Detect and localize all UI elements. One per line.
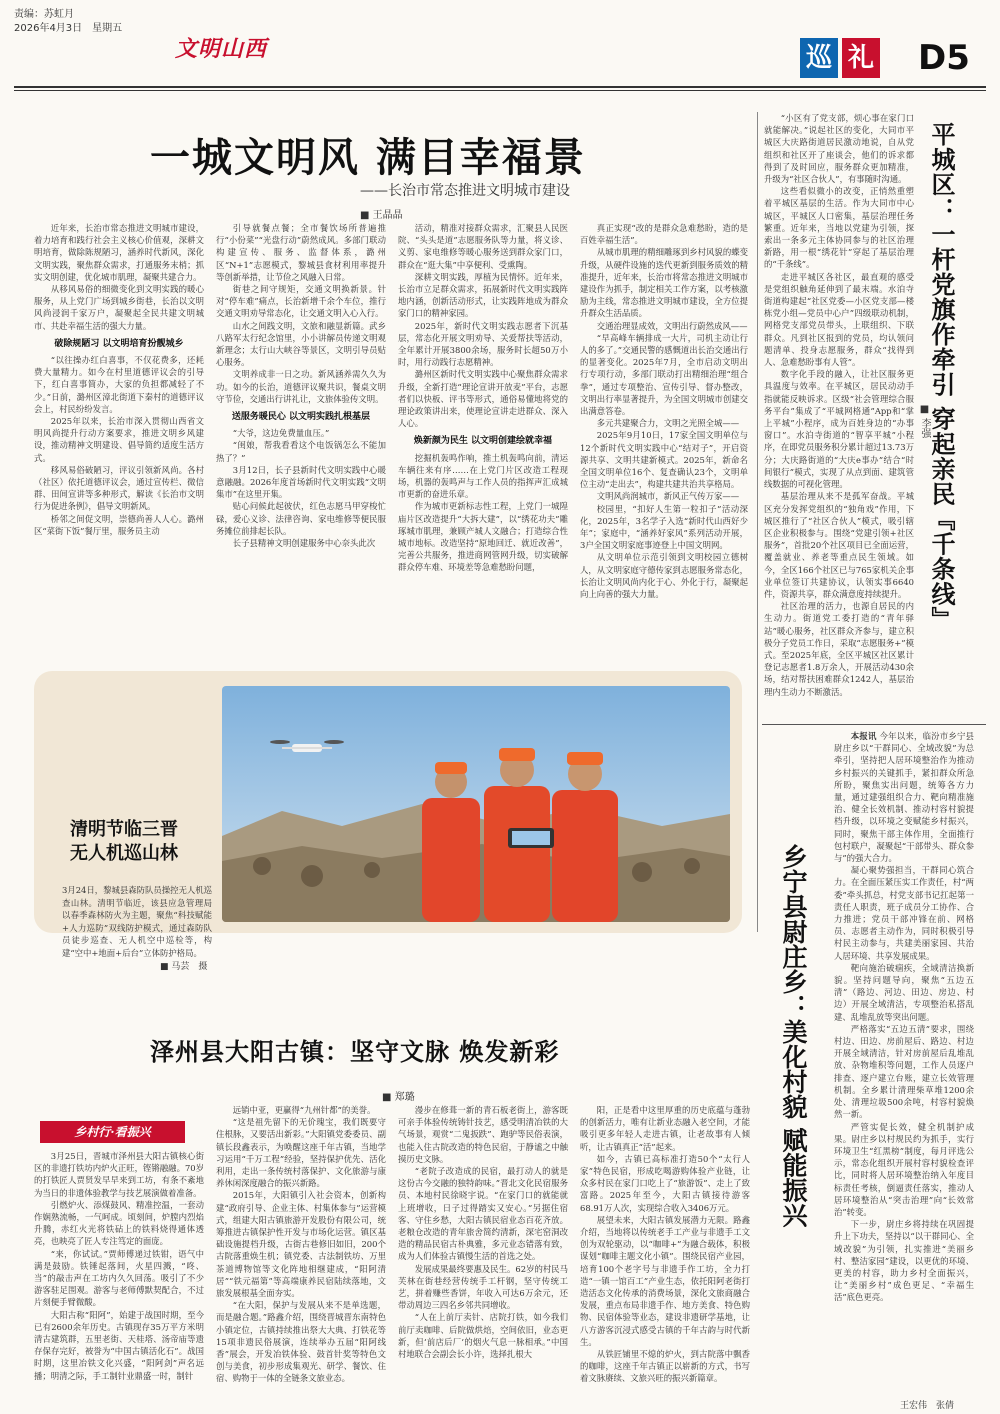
paragraph: “老院子改造成的民宿，最打动人的就是这份古今交融的独特韵味。”晋北文化民宿服务员、本地村民徐晓宇说。“在家门口的就能就上班增收，日子过得踏实又安心。”另据住宿客、守住乡愁，大阳古镇民宿业态百花齐放。老粮仓改造的青年旅舍简约清新，深宅窑洞改造的精品民宿古朴典雅，多元业态错落有致，成为人们体验古镇慢生活的首选之处。 bbox=[398, 1166, 568, 1262]
paragraph: 2025年以来，长治市深入贯彻山西省文明风尚提升行动方案要求，推进文明乡风建设，推动精神文明建设、倡导简约适度生活方式。 bbox=[34, 416, 204, 463]
paragraph: 凝心聚势强担当，干群同心筑合力。在全面压紧压实工作责任，村“两委”牵头抓总，村党支部书记扛起第一责任人职责，班子成员分工协作、合力推进；党员干部冲锋在前、网格员、志愿者主动作为，同时积极引导村民主动参与，共建美丽家园、共治人居环境、共享发展成果。 bbox=[834, 865, 974, 961]
paragraph: 活动，精准对接群众需求，汇聚县人民医院、“头头是道”志愿服务队等力量，将义诊、义剪、家电维修等暖心服务送到群众家门口，群众在“逛大集”中享便利、受熏陶。 bbox=[398, 223, 568, 270]
paragraph: “来，你试试。”贾师傅递过铁钳，语气中满是鼓励。铁锤起落间，火星四溅，“咚、当”的敲击声在工坊内久久回荡。吸引了不少游客驻足围观。游客与老师傅默契配合，不过片刻便手臂微酸。 bbox=[34, 1248, 204, 1308]
right-feature-byline: ■ 李强 bbox=[919, 404, 930, 439]
photo-credit: ■ 马芸 摄 bbox=[160, 962, 208, 972]
paragraph: 文明风尚润城市，新风正气传万家—— bbox=[596, 491, 740, 502]
right-feature2-credit: 王宏伟 张倩 bbox=[900, 1401, 955, 1411]
paragraph: 山水之间践文明，文旅和融显新篇。武乡八路军太行纪念馆里，小小讲解员传递文明观新理念；太行山大峡谷等景区，文明引导员贴心服务。 bbox=[216, 320, 386, 368]
paragraph: “这是祖先留下的无价瑰宝，我们既要守住根脉，又要活出新彩。”大阳镇党委委员、副镇长段鑫表示，为唤醒这座千年古镇，当地学习运用“千万工程”经验，坚持保护优先、活化利用，走出一条传统村落保护、文化旅游与康养休闲深度融合的振兴新路。 bbox=[216, 1117, 386, 1189]
right-feature2-body bbox=[834, 730, 974, 1394]
paragraph: 2025年，新时代文明实践志愿者下沉基层，常态化开展文明劝导、关爱帮扶等活动，全年累计开展3800余场，服务时长超50万小时，用行动践行志愿精神。 bbox=[398, 320, 568, 368]
date-line: 2026年4月3日 星期五 bbox=[14, 23, 123, 34]
photo-drone-patrol bbox=[222, 686, 730, 922]
paragraph: 走进平城区各社区，最直观的感受是党组织触角延伸到了最末端。水泊寺街道构建起“社区党委—小区党支部—楼栋党小组—党员中心户”四级联动机制，网格党支部党员带头，上联组织、下联群众。凡到社区报到的党员，均认领问题清单、投身志愿服务，群众“找得到人、急难愁盼事有人管”。 bbox=[764, 271, 914, 368]
paragraph: 多元共建聚合力，文明之光照全城—— bbox=[596, 418, 740, 429]
paragraph: 2015年，大阳镇引入社会资本，创新构建“政府引导、企业主体、村集体参与”运营模式，组建大阳古镇旅游开发股份有限公司，统筹推进古镇保护性开发与市场化运营。镇区基础设施提档升级，古街古巷修旧如旧，200个古院落重焕生机；镇党委、古法制铁坊、万里茶道博物馆等文化阵地相继建成，“阳阿清居”“铁元福第”等高端康养民宿陆续落地，文旅发展根基全面夯实。 bbox=[216, 1190, 386, 1299]
photo-illustration bbox=[222, 686, 730, 922]
main-article-subtitle: ——长治市常态推进文明城市建设 bbox=[360, 183, 570, 199]
caption-title-line: 清明节临三晋 bbox=[70, 819, 178, 840]
section-heading: 破除规陋习 以文明培育扮靓城乡 bbox=[54, 338, 184, 349]
paragraph: 作为城市更新标志性工程，上党门一城隍庙片区改造提升“大拆大建”，以“绣花功夫”雕琢城市肌理，兼顾产城人文融合；打造综合性城市地标。改造坚持“原地回迁、就近改善”，完善公共服务，推进商网管网升级，切实破解群众停车难、环境差等急难愁盼问题， bbox=[398, 501, 568, 573]
paragraph: 阳，正是看中这里厚重的历史底蕴与蓬勃的创新活力，唯有让新业态融入老空间，才能吸引更多年轻人走进古镇，让老故事有人倾听，让古镇真正“活”起来。 bbox=[580, 1105, 750, 1152]
paragraph: 发展成果最终要惠及民生。62岁的村民马芙林在街巷经营传统手工杆钢，坚守传统工艺，拼着赚些香饼，年收入可达6万余元，还带动周边三四名乡邻共同增收。 bbox=[398, 1263, 568, 1311]
paragraph: “在大阳，保护与发展从来不是单选题，而是融合题。”路鑫介绍，围绕晋城晋东南特色小镇定位，古镇持续推出祭大大典、打铁花等15项非遗民俗展演，连续举办五届“阳阿线香”展会，开发冶铁体验、鼓首针奖等特色文创与美食，初步形成集观光、研学、餐饮、住宿、购物于一体的全链条文旅业态。 bbox=[216, 1300, 386, 1384]
paragraph: 真正实现“改的是群众急难愁盼，造的是百姓幸福生活”。 bbox=[580, 223, 748, 246]
bottom-article-col-2 bbox=[216, 1104, 386, 1402]
paragraph: 大阳古称“阳阿”，始建于战国时期，至今已有2600余年历史。古镇现存35万平方米明清古建筑群，五里老街、天桂塔、汤帝庙等遗存保存完好，被誉为“中国古镇活化石”。战国时期，这里冶铁文化兴盛，“阳阿剑”声名远播；明清之际，手工制针业鼎盛一时，制针 bbox=[34, 1309, 204, 1381]
page-number: D5 bbox=[918, 38, 970, 78]
bottom-article-col-1 bbox=[34, 1150, 204, 1402]
paragraph: 从文明单位示范引领到文明校园立德树人，从文明家庭守德传家到志愿服务常态化，长治让文明风尚内化于心、外化于行，凝聚起向上向善的强大力量。 bbox=[580, 552, 748, 600]
paragraph: 深耕文明实践，厚植为民情怀。近年来，长治市立足群众需求，拓展新时代文明实践阵地内涵，创新活动形式，让实践阵地成为群众家门口的精神家园。 bbox=[398, 271, 568, 319]
column-divider bbox=[757, 112, 758, 932]
paragraph: “闺娘，帮我看看这个电饭锅怎么不能加热了？” bbox=[216, 440, 386, 463]
paragraph: 潞州区新时代文明实践中心聚焦群众需求升级，全新打造“理论宣讲开放麦”平台，志愿者们以快板、评书等形式，通俗易懂地将党的理论政策讲出来，使理论宣讲走进群众、深入人心。 bbox=[398, 369, 568, 429]
right-feature-body bbox=[764, 112, 914, 722]
column-tag: 乡村行·看振兴 bbox=[40, 1121, 185, 1143]
paragraph: 严格落实“五边五清”要求，围绕村边、田边、房前屋后、路边、村边开展全域清洁，针对房前屋后乱堆乱放、杂物堆积等问题，工作人员逐户排查、逐户建立台账，建立长效管理机制。全乡累计清理柴草堆1200余处、清理垃圾500余吨，村容村貌焕然一新。 bbox=[834, 1023, 974, 1120]
paragraph: 从城市肌理的精细雕琢到乡村风貌的蝶变升级，从硬件设施的迭代更新到服务质效的精准提升，近年来，长治市将常态推进文明城市建设作为抓手，制定相关工作方案，以考核激励为主线，常态推进文明城市建设，全方位提升群众生活品质。 bbox=[580, 247, 748, 319]
paragraph: 引导就餐点餐；全市餐饮场所普遍推行“小份菜”“光盘行动”蔚然成风。多部门联动构建宣传、服务、监督体系，潞州区“N+1”志愿模式，黎城县食材利用率提升等创新举措，让节俭之风融入日常。 bbox=[216, 223, 386, 282]
paragraph: 远销中亚，更赢得“九州针都”的美誉。 bbox=[232, 1105, 376, 1115]
paragraph: 如今，古镇已高标准打造50个“太行人家”特色民宿，形成吃喝游购体验产业链，让众多村民在家门口吃上了“旅游饭”、走上了致富路。2025年至今，大阳古镇接待游客68.91万人次，实现综合收入3406万元。 bbox=[580, 1153, 750, 1213]
paragraph: “以往操办红白喜事，不仅花费多，还耗费大量精力。如今在村里道德评议会的引导下，红白喜事简办，大家的负担都减轻了不少。”日前，潞州区漳北街道下秦村的道德评议会上，村民纷纷发言。 bbox=[34, 355, 204, 414]
paragraph: 展望未来，大阳古镇发展潜力无限。路鑫介绍，当地将以传统老手工产业与非遗手工文创为双轮驱动，以“咖啡+”为融合载体，积极谋划“咖啡主题文化小镇”。围绕民宿产业园，培育100个老字号与非遗手作工坊，全力打造“一镇一馆百工”产业生态，依托阳阿老街打造活态文化传承的消费场景，深化文旅商融合发展，重点布局非遗手作、地方美食、特色购物、民宿体验等业态，建设非遗研学基地，让八方游客沉浸式感受古镇的千年古韵与时代新生。 bbox=[580, 1214, 750, 1347]
editor-line: 责编：苏虹月 bbox=[14, 9, 74, 20]
paragraph: 交通治理显成效，文明出行蔚然成风—— bbox=[596, 320, 748, 331]
right-feature2-title: 乡宁县尉庄乡：美化村貌 赋能振兴 bbox=[779, 844, 808, 1228]
paragraph: 从移风易俗的细微变化到文明实践的暖心服务，从上党门广场到城乡街巷，长治以文明风尚浸润千家万户，凝聚起全民共建文明城市、共赴幸福生活的强大力量。 bbox=[34, 284, 204, 331]
masthead-meta bbox=[14, 8, 122, 36]
paragraph: 靶向施治破痼疾，全域清洁换新貌。坚持问题导向，聚焦“五边五清”（路边、河边、田边、房边、村边）开展全域清洁，专项整治私搭乱建、乱堆乱放等突出问题。 bbox=[834, 962, 974, 1022]
paragraph: 数字化手段的融入，让社区服务更具温度与效率。在平城区，居民动动手指就能反映诉求。区级“社会管理综合服务平台”集成了“平城网格通”App和“掌上平城”小程序，成为百姓身边的“办事窗口”。水泊寺街道的“智享平城”小程序，在即党员服务积分累计超过13.73万分；大庆路街道的“大庆e事办”结合“时间银行”模式，实现了从点到面、建筑管线数据的可视化管理。 bbox=[764, 369, 914, 490]
main-article-title: 一城文明风 满目幸福景 bbox=[150, 134, 586, 181]
paragraph: 挖掘机轰鸣作响，推土机轰鸣向前，清运车辆往来有序……在上党门片区改造工程现场，机器的轰鸣声与工作人员的指挥声汇成城市更新的奋进乐章。 bbox=[398, 452, 568, 500]
caption-title-line: 无人机巡山林 bbox=[70, 843, 178, 864]
paragraph: “小区有了党支部，烦心事在家门口就能解决。”说起社区的变化，大同市平城区大庆路街道居民激动地说，自从党组织和社区开了座谈会，他们的诉求都得到了及时回应，服务群众更加精准，升级为“社区合伙人”，有事随时沟通。 bbox=[764, 113, 914, 185]
header-rule bbox=[14, 86, 986, 88]
main-article-byline: ■ 王晶晶 bbox=[360, 210, 403, 221]
paragraph: 桥邻之间促文明，崇德尚善人人心。潞州区“菜街下饭”餐厅里，服务员主动 bbox=[34, 513, 204, 536]
paragraph: 移风易俗破陋习，评议引领新风尚。各村（社区）依托道德评议会，通过宣传栏、微信群、田间宣讲等多种形式，解读《长治市文明行为促进条例》，倡导文明新风。 bbox=[34, 464, 204, 512]
paragraph: 引燃炉火、添煤鼓风、精准控温，一套动作娴熟流畅，一气呵成。顷刻间，炉膛内烈焰升腾，赤红火光将铁砧上的铁料烧得通体透亮，也映亮了匠人专注笃定的面庞。 bbox=[34, 1199, 204, 1247]
bottom-article-col-3 bbox=[398, 1104, 568, 1402]
paragraph: 2025年9月10日，17家全国文明单位与12个新时代文明实践中心“结对子”，开启资源共享、文明共建新模式。2025年，新命名全国文明单位16个、复查确认23个，文明单位主动“走出去”，构建共建共治共享格局。 bbox=[580, 430, 748, 490]
right-feature-title: 平城区：一杆党旗作牵引 穿起亲民『千条线』 bbox=[927, 122, 956, 632]
main-article-col-4 bbox=[580, 222, 748, 666]
main-article-col-3 bbox=[398, 222, 568, 666]
photo-caption-title bbox=[70, 818, 178, 866]
paragraph bbox=[834, 730, 974, 864]
paragraph: 社区治理的活力，也源自居民的内生动力。街道党工委打造的“青年驿站”暖心服务，社区群众齐参与，建立积极分子党员工作日，采取“志愿服务+”模式。至2025年底，全区平城区社区累计登记志愿者1.8万余人，开展活动430余场，结对帮扶困难群众1242人，基层治理内生动力不断激活。 bbox=[764, 601, 914, 697]
bottom-article-title: 泽州县大阳古镇：坚守文脉 焕发新彩 bbox=[150, 1037, 560, 1066]
paragraph: 3月25日，晋城市泽州县大阳古镇核心街区的非遗打铁坊内炉火正旺，铿锵融融。70岁的打铁匠人贾贤发早早来到工坊，有条不紊地为当日的非遗体验教学与技艺展演做着准备。 bbox=[34, 1151, 204, 1198]
paragraph: 这些看似微小的改变，正悄然重塑着平城区基层的生活。作为大同市中心城区，平城区人口密集，基层治理任务繁重。近年来，当地以党建为引领，探索出一条多元主体协同参与的社区治理新路，用一根“绣花针”穿起了基层治理的“千条线”。 bbox=[764, 186, 914, 270]
paragraph: 从铁匠铺里不熄的炉火，到古院落中飘香的咖啡，这座千年古镇正以崭新的方式，书写着文脉赓续、文旅兴旺的振兴新篇章。 bbox=[580, 1349, 750, 1384]
paragraph: 3月12日，长子县新时代文明实践中心暖意融融。2026年度首场新时代文明实践“文明集市”在这里开集。 bbox=[216, 464, 386, 500]
ranger-figures bbox=[422, 748, 618, 922]
section-heading: 焕新颜为民生 以文明创建绘就幸福 bbox=[413, 436, 553, 447]
bottom-article-byline: ■ 郑璐 bbox=[382, 1092, 415, 1103]
paragraph: 基层治理从来不是孤军奋战。平城区充分发挥党组织的“独角戏”作用，下城区推行了“社区合伙人”模式，吸引辖区企业积极参与。围绕“党建引领+社区服务”，首批20个社区项目已全面运营，覆盖就业、养老等重点民生领域。如今，全区166个社区已与765家机关企事业单位签订共建协议，认领实事6640件，资源共享，群众满意度持续提升。 bbox=[764, 491, 914, 599]
paragraph: 长子县精神文明创建服务中心奈头此次 bbox=[232, 538, 376, 549]
section-logo: 文明山西 bbox=[175, 36, 268, 62]
paragraph: 贴心问候此起彼伏，红色志愿马甲穿梭忙碌，爱心义诊、法律咨询、家电维修等便民服务摊位前排起长队。 bbox=[216, 501, 386, 536]
paragraph: “大爷，这边免费量血压。” bbox=[232, 428, 330, 439]
paragraph: 漫步在修葺一新的青石板老街上，游客既可亲手体验传统铸针技艺，感受明清冶铁的大气场景，观赏“二鬼扳跌”、跑驴等民俗表演，也能入住古院改造的特色民宿，于静谧之中触摸历史文脉。 bbox=[398, 1105, 568, 1164]
header-rule-thin bbox=[14, 90, 986, 91]
paragraph: 街巷之间守规矩，交通文明换新景。针对“停车难”痛点，长治新增千余个车位，推行交通文明劝导常态化，让交通文明入心入行。 bbox=[216, 284, 386, 319]
section-char-1: 巡 bbox=[800, 38, 838, 78]
main-article-col-2 bbox=[216, 222, 386, 666]
paragraph: 校园里，“扣好人生第一粒扣子”活动深化，2025年，3名学子入选“新时代山西好少年”；家庭中，“涵养好家风”系列活动开展，3户全国文明家庭事迹登上中国文明网。 bbox=[580, 503, 748, 551]
paragraph: 文明养成非一日之功。新风涵养需久久为功。如今的长治，道德评议聚共识，餐桌文明守节俭，交通出行讲礼让，文旅体验传文明。 bbox=[216, 369, 386, 404]
paragraph: “早高峰车辆排成一大片，司机主动让行人的多了。”交通民警的感慨道出长治交通出行的显著变化。2025年7月，全市启动文明出行专项行动，多部门联动打出精细治理“组合拳”，通过专项整治、宣传引导、督办整改，文明出行率显著提升，为全国文明城市创建交出满意答卷。 bbox=[580, 332, 748, 417]
main-article-col-1 bbox=[34, 222, 204, 666]
right-column-divider bbox=[762, 724, 986, 725]
paragraph: “人在上前厅卖针、店院打铁，如今我们前厅卖咖啡、后院做烘焙，空间依旧，业态更新，但‘前店后厂’的烟火气息一脉相承。”中国村地联合会副会长小许，选择扎根大 bbox=[398, 1312, 568, 1360]
photo-caption: 3月24日，黎城县森防队员操控无人机巡查山林。清明节临近，该县应急管理局以春季森林防火为主题，聚焦“科技赋能+人力巡防”双线防护模式，通过森防队员徒步巡查、无人机空中巡检等，构建“空中+地面+后台”立体防护格局。 bbox=[62, 885, 212, 958]
paragraph-text: 今年以来，临汾市乡宁县尉庄乡以“干群同心、全域改貌”为总牵引，坚持把人居环境整治作为推动乡村振兴的关键抓手，紧扣群众所急所盼，聚焦实出问题，统筹各方力量，通过建强组织合力、靶向精准施治、健全长效机制、推动村容村貌提档升级，以环境之变赋能乡村振兴，同时，聚焦干部主体作用，全面推行包村联户，凝聚起“干部带头、群众参与”的强大合力。 bbox=[834, 731, 974, 864]
lead-label: 本报讯 bbox=[850, 731, 877, 741]
paragraph: 严管实促长效，健全机制护成果。尉庄乡以村规民约为抓手，实行环境卫生“红黑榜”制度，每月评选公示，常态化组织开展村容村貌检查评比，同时将人居环境整治纳入年度目标责任考核，倒逼责任落实，推动人居环境整治从“突击治理”向“长效常治”转变。 bbox=[834, 1121, 974, 1217]
section-heading: 送服务暖民心 以文明实践扎根基层 bbox=[231, 412, 371, 423]
bottom-article-col-4 bbox=[580, 1104, 750, 1402]
paragraph: 近年来，长治市常态推进文明城市建设，着力培育和践行社会主义核心价值观，深耕文明培育，做除陈规陋习，涵养时代新风，深化文明实践，聚焦群众需求，打通服务末梢；抓实文明创建，优化城市肌理，凝聚共建合力。 bbox=[34, 223, 204, 282]
section-char-2: 礼 bbox=[842, 38, 880, 78]
paragraph: 下一步，尉庄乡将持续在巩固提升上下功夫，坚持以“以干群同心、全域改貌”为引领，扎实推进“美丽乡村、整洁家园”建设，以更优的环境、更美的村容，助力乡村全面振兴，让“美丽乡村”成色更足、“幸福生活”底色更亮。 bbox=[834, 1219, 974, 1303]
